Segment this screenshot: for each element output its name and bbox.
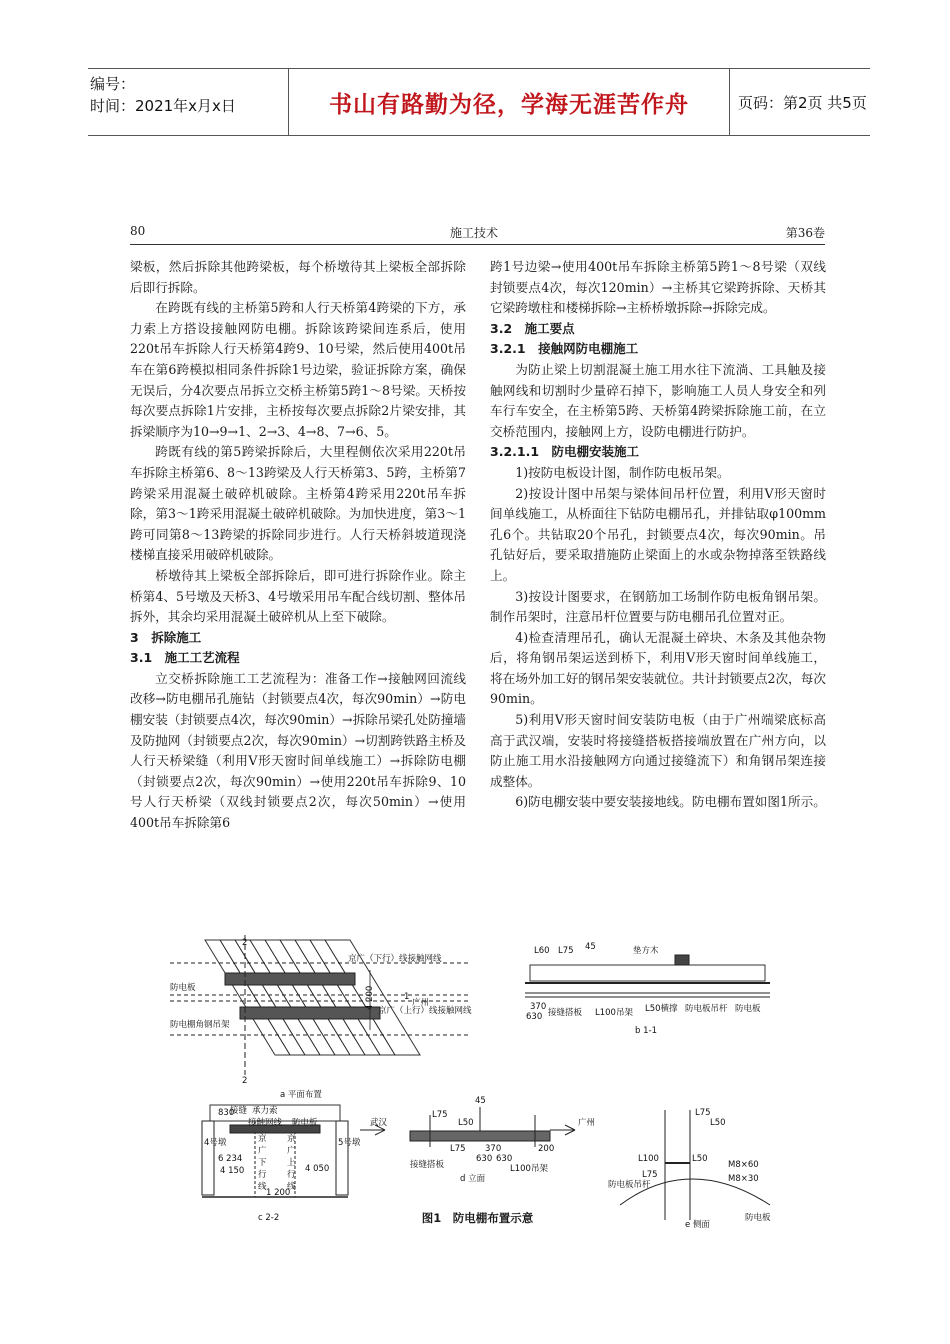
fig-label-guangzhou-a: 广州 <box>412 998 430 1008</box>
section-heading: 3.1 施工工艺流程 <box>130 650 240 666</box>
fig-label-sec1: 1 <box>404 992 410 1002</box>
fig-label-sec2-bottom: 2 <box>242 1076 248 1086</box>
fig-label-pier4: 4号墩 <box>204 1138 227 1148</box>
fig-label-shield-c: 防电板 <box>292 1118 318 1128</box>
fig-label-sec2-top: 2 <box>242 938 248 948</box>
paragraph: 2)按设计图中吊架与梁体间吊杆位置，利用V形天窗时间单线施工，从桥面往下钻防电棚吊孔，并排钻取φ100mm孔6个。共钻取20个吊孔，封锁要点4次，每次90min。吊孔钻好后，要采取措施防止梁面上的水或杂物掉落至铁路线上。 <box>490 485 826 583</box>
paragraph: 桥墩待其上梁板全部拆除后，即可进行拆除作业。除主桥第4、5号墩及天桥3、4号墩采用吊车配合线切割、整体吊拆外，其余均采用混凝土破碎机从上至下破除。 <box>130 567 466 625</box>
fig-label-1200: 1 200 <box>266 1188 291 1198</box>
fig-label-up-line: 京广（上行）线接触网线 <box>378 1006 472 1016</box>
left-column <box>130 257 466 834</box>
paragraph: 立交桥拆除施工工艺流程为：准备工作→接触网回流线改移→防电棚吊孔施钻（封锁要点4次，每次90min）→防电棚安装（封锁要点4次，每次90min）→拆除吊梁孔处防撞墙及防抛网（封锁要点2次，每次90min）→切割跨铁路主桥及人行天桥梁缝（利用V形天窗时间单线施工）→拆除防电棚（封锁要点2次，每次90min）→使用220t吊车拆除9、10号人行天桥梁（双线封锁要点2次，每次50min）→使用400t吊车拆除第6 <box>130 670 466 831</box>
fig-label-m8-60: M8×60 <box>728 1160 759 1170</box>
fig-label-630: 630 <box>526 1012 543 1022</box>
fig-label-l50-e2: L50 <box>692 1154 708 1164</box>
fig-label-45-b: 45 <box>585 942 596 952</box>
right-column <box>490 257 826 813</box>
section-heading: 3.2.1.1 防电棚安装施工 <box>490 444 640 460</box>
number-label: 编号： <box>90 75 136 93</box>
fig-label-xing-1: 行 <box>258 1170 267 1180</box>
fig-label-630-d1: 630 <box>476 1154 493 1164</box>
fig-label-guang-1: 广 <box>258 1146 267 1156</box>
fig-label-up: 上 <box>287 1158 296 1168</box>
fig-title-a: a 平面布置 <box>280 1090 322 1100</box>
paragraph: 跨既有线的第5跨梁拆除后，大里程侧依次采用220t吊车拆除主桥第6、8～13跨梁及人行天桥第3、5跨，主桥第7跨梁采用混凝土破碎机破除。主桥第4跨采用220t吊车拆除，第3～1跨采用混凝土破碎机破除。为加快进度，第3～1跨可同第8～13跨梁的拆除同步进行。人行天桥斜坡道现浇楼梯直接采用破碎机破除。 <box>130 444 466 563</box>
fig-label-4050: 4 050 <box>305 1164 330 1174</box>
fig-label-rod-e: 防电板吊杆 <box>608 1180 651 1190</box>
fig-label-l60: L60 <box>534 946 550 956</box>
fig-label-200: 200 <box>538 1144 555 1154</box>
fig-label-guangzhou-d: 广州 <box>578 1118 596 1128</box>
fig-label-shield-b: 防电板 <box>735 1004 761 1014</box>
fig-label-l50-d: L50 <box>458 1118 474 1128</box>
fig-label-pier5: 5号墩 <box>338 1138 361 1148</box>
fig-label-line-1: 线 <box>258 1182 267 1192</box>
fig-title-d: d 立面 <box>460 1174 486 1184</box>
fig-label-shield-e: 防电板 <box>745 1213 771 1223</box>
section-1-1-diagram <box>525 955 770 997</box>
fig-label-wuhan: 武汉 <box>370 1118 388 1128</box>
fig-label-l100-hanger-d: L100吊架 <box>510 1164 548 1174</box>
fig-label-shield-a: 防电板 <box>170 983 196 993</box>
figure-1 <box>130 935 825 1235</box>
paragraph: 跨1号边梁→使用400t吊车拆除主桥第5跨1～8号梁（双线封锁要点4次，每次120min）→主桥其它梁跨拆除、天桥其它梁跨墩柱和楼梯拆除→主桥桥墩拆除→拆除完成。 <box>490 259 826 316</box>
fig-label-45-d: 45 <box>475 1096 486 1106</box>
paragraph: 梁板，然后拆除其他跨梁板，每个桥墩待其上梁板全部拆除后即行拆除。 <box>130 259 466 295</box>
section-heading: 3.2.1 接触网防电棚施工 <box>490 341 639 357</box>
fig-label-line-2: 线 <box>287 1182 296 1192</box>
journal-name: 施工技术 <box>450 226 499 240</box>
fig-label-l100-hanger: L100吊架 <box>595 1008 633 1018</box>
fig-label-l75-d2: L75 <box>450 1144 466 1154</box>
fig-label-l75-d: L75 <box>432 1110 448 1120</box>
paragraph: 4)检查清理吊孔，确认无混凝土碎块、木条及其他杂物后，将角钢吊架运送到桥下，利用V形天窗时间单线施工，将在场外加工好的钢吊架安装就位。共计封锁要点2次，每次90min。 <box>490 629 826 707</box>
paragraph: 1)按防电板设计图，制作防电板吊架。 <box>515 464 730 480</box>
fig-label-830: 830 <box>218 1108 235 1118</box>
fig-label-cable: 承力索 <box>252 1106 278 1116</box>
fig-label-joint: 接缝 <box>230 1106 248 1116</box>
fig-label-370: 370 <box>530 1002 547 1012</box>
paragraph: 5)利用V形天窗时间安装防电板（由于广州端梁底标高高于武汉端，安装时将接缝搭板搭接端放置在广州方向，以防止施工用水沿接触网方向通过接缝流下）和角钢吊架连接成整体。 <box>490 712 826 789</box>
header-page-info: 页码：第2页 共5页 <box>738 93 867 112</box>
fig-label-down-line: 京广（下行）线接触网线 <box>348 954 442 964</box>
fig-title-b: b 1-1 <box>635 1026 657 1036</box>
fig-label-contact: 接触网线 <box>248 1118 283 1128</box>
fig-label-jing-2: 京 <box>287 1134 296 1144</box>
fig-label-angle-hanger: 防电棚角钢吊架 <box>170 1020 230 1030</box>
fig-label-m8-30: M8×30 <box>728 1174 759 1184</box>
fig-label-joint-board-d: 接缝搭板 <box>410 1160 445 1170</box>
header-motto: 书山有路勤为径，学海无涯苦作舟 <box>288 69 730 135</box>
fig-label-l50-beam: L50横撑 <box>645 1004 678 1014</box>
fig-title-e: e 侧面 <box>685 1220 710 1230</box>
fig-label-l75-e: L75 <box>695 1108 711 1118</box>
fig-label-guang-2: 广 <box>287 1146 296 1156</box>
fig-label-down: 下 <box>258 1158 267 1168</box>
section-heading: 3.2 施工要点 <box>490 320 575 336</box>
time-label: 时间：2021年x月x日 <box>90 97 236 115</box>
paragraph: 3)按设计图要求，在钢筋加工场制作防电板角钢吊架。制作吊架时，注意吊杆位置要与防电棚吊孔位置对正。 <box>490 588 826 625</box>
document-header <box>88 68 870 136</box>
fig-label-630-d2: 630 <box>496 1154 513 1164</box>
volume-label: 第36卷 <box>785 226 825 240</box>
fig-label-rod: 防电板吊杆 <box>685 1004 728 1014</box>
fig-title-c: c 2-2 <box>258 1213 280 1223</box>
paragraph: 在跨既有线的主桥第5跨和人行天桥第4跨梁的下方，承力索上方搭设接触网防电棚。拆除该跨梁间连系后，使用220t吊车拆除人行天桥第4跨9、10号梁，然后使用400t吊车在第6跨模拟相同条件拆除1号边梁，验证拆除方案，确保无误后，分4次要点吊拆立交桥主桥第5跨1～8号梁。天桥按每次要点拆除1片安排，主桥按每次要点拆除2片梁安排，其拆梁顺序为10→9→1、2→3、4→8、7→6、5。 <box>130 300 466 439</box>
figure-caption: 图1 防电棚布置示意 <box>421 1211 534 1225</box>
section-heading: 3 拆除施工 <box>130 629 202 645</box>
fig-label-l75-b: L75 <box>558 946 574 956</box>
fig-label-370-d: 370 <box>485 1144 502 1154</box>
fig-label-jing-1: 京 <box>258 1134 267 1144</box>
fig-label-l50-e1: L50 <box>710 1118 726 1128</box>
fig-label-l75-e2: L75 <box>642 1170 658 1180</box>
fig-label-wood: 垫方木 <box>633 946 659 956</box>
running-head <box>130 224 825 245</box>
paragraph: 为防止梁上切割混凝土施工用水往下流淌、工具触及接触网线和切割时少量碎石掉下，影响施工人员人身安全和列车行车安全，在主桥第5跨、天桥第4跨梁拆除施工前，在立交桥范围内，接触网上方，设防电棚进行防护。 <box>490 361 826 439</box>
fig-label-4200: 4 200 <box>365 985 375 1010</box>
page-number: 80 <box>130 224 146 238</box>
fig-label-joint-board: 接缝搭板 <box>548 1008 583 1018</box>
fig-label-4150: 4 150 <box>220 1166 245 1176</box>
header-meta <box>90 73 236 117</box>
paragraph: 6)防电棚安装中要安装接地线。防电棚布置如图1所示。 <box>515 794 826 810</box>
fig-label-xing-2: 行 <box>287 1170 296 1180</box>
fig-label-6234: 6 234 <box>218 1154 243 1164</box>
fig-label-l100-e: L100 <box>638 1154 659 1164</box>
